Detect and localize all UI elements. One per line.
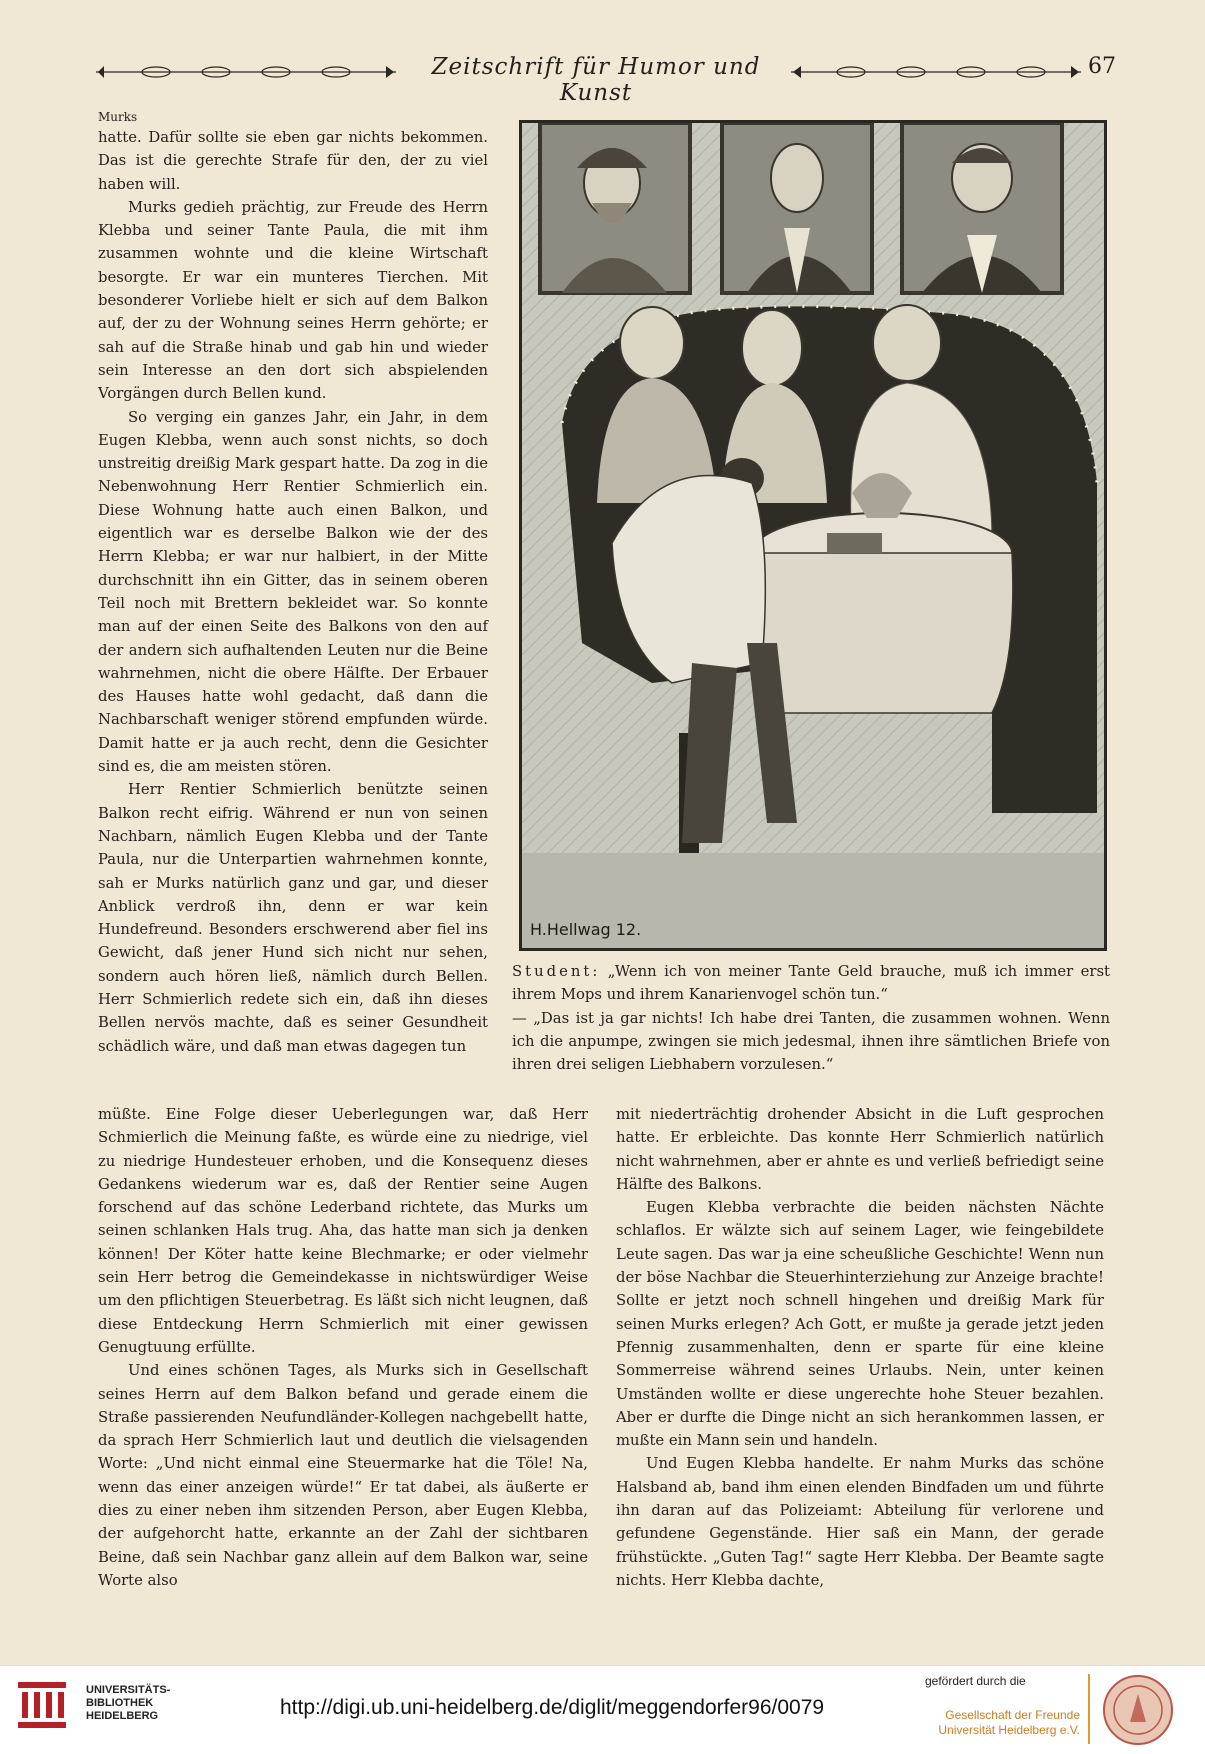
- bottom-left-text-column: [98, 1103, 588, 1592]
- portrait-frame-right: [902, 123, 1062, 293]
- paragraph: Und Eugen Klebba handelte. Er nahm Murks das schöne Halsband ab, band ihm einen elenden Bindfaden um und führte ihn daran auf das Polizeiamt: Abteilung für verlorene und gefundene Gegenstände. Hier saß ein Mann, der gerade frühstückte. „Guten Tag!“ sagte Herr Klebba. Der Beamte sagte nichts. Herr Klebba dachte,: [616, 1455, 1104, 1589]
- artist-signature: H.Hellwag 12.: [530, 920, 642, 939]
- caption-speaker: Student:: [512, 963, 601, 980]
- library-name: UNIVERSITÄTS- BIBLIOTHEK HEIDELBERG: [86, 1684, 171, 1722]
- page-number: 67: [1088, 54, 1116, 79]
- university-seal-icon: [1102, 1674, 1174, 1746]
- paragraph: Eugen Klebba verbrachte die beiden nächsten Nächte schlaflos. Er wälzte sich auf seinem Lager, wie feingebildete Leute sagen. Das war ja eine scheußliche Geschichte! Wenn nun der böse Nachbar die Steuerhinterziehung zur Anzeige brachte! Sollte er jetzt noch schnell hingehen und dreißig Mark für seinen Murks erlegen? Ach Gott, er mußte ja gerade jetzt jeden Pfennig zusammenhalten, denn er sparte für eine kleine Sommerreise während seines Urlaubs. Nein, unter keinen Umständen wollte er diese ungerechte hohe Steuer bezahlen. Aber er durfte die Dinge nicht an sich herankommen lassen, er mußte ein Mann sein und handeln.: [616, 1199, 1104, 1450]
- digitization-footer: [0, 1665, 1205, 1754]
- illustration-drawing: [522, 123, 1104, 948]
- running-head: Murks: [98, 110, 138, 124]
- page-header: [96, 52, 1116, 106]
- university-library-logo-icon: [12, 1674, 74, 1736]
- portrait-frame-left: [540, 123, 690, 293]
- header-ornament-right: [791, 62, 1081, 82]
- journal-title: Zeitschrift für Humor und Kunst: [431, 54, 761, 106]
- sponsor-name: Gesellschaft der Freunde Universität Heidelberg e.V.: [938, 1708, 1080, 1737]
- paragraph: Herr Rentier Schmierlich benützte seinen Balkon recht eifrig. Während er nun von seinen Nachbarn, nämlich Eugen Klebba und der Tante Paula, nur die Unterpartien wahrnehmen konnte, sah er Murks natürlich ganz und gar, und dieser Anblick verdroß ihn, denn er war kein Hundefreund. Besonders erschwerend aber fiel ins Gewicht, daß jener Hund sich nicht nur sehen, sondern auch hören ließ, nämlich durch Bellen. Herr Schmierlich redete sich ein, daß ihn dieses Bellen nervös machte, daß es seiner Gesundheit schädlich wäre, und daß man etwas dagegen tun: [98, 781, 488, 1055]
- bottom-right-text-column: [616, 1103, 1104, 1592]
- permalink-url[interactable]: http://digi.ub.uni-heidelberg.de/diglit/meggendorfer96/0079: [280, 1696, 825, 1719]
- header-ornament-left: [96, 62, 396, 82]
- caption-line-2: — „Das ist ja gar nichts! Ich habe drei Tanten, die zusammen wohnen. Wenn ich die anpumpe, zwingen sie mich jedesmal, ihnen ihre sämtlichen Briefe von ihren drei seligen Liebhabern vorzulesen.“: [512, 1009, 1110, 1074]
- paragraph: hatte. Dafür sollte sie eben gar nichts bekommen. Das ist die gerechte Strafe für den, der zu viel haben will.: [98, 129, 488, 193]
- paragraph: So verging ein ganzes Jahr, ein Jahr, in dem Eugen Klebba, wenn auch sonst nichts, so doch unstreitig dreißig Mark gespart hatte. Da zog in die Nebenwohnung Herr Rentier Schmierlich ein. Diese Wohnung hatte auch einen Balkon, und eigentlich war es derselbe Balkon wie der des Herrn Klebba; er war nur halbiert, in der Mitte durchschnitt ihn ein Gitter, das in seinem oberen Teil noch mit Brettern bekleidet war. So konnte man auf der einen Seite des Balkons von den auf der andern sich aufhaltenden Leuten nur die Beine wahrnehmen, nicht die obere Hälfte. Der Erbauer des Hauses hatte wohl gedacht, daß dann die Nachbarschaft weniger störend empfunden würde. Damit hatte er ja auch recht, denn die Gesichter sind es, die am meisten stören.: [98, 408, 489, 776]
- sponsor-label: gefördert durch die: [925, 1674, 1026, 1688]
- paragraph: müßte. Eine Folge dieser Ueberlegungen war, daß Herr Schmierlich die Meinung faßte, es würde eine zu niedrige, viel zu niedrige Hundesteuer erhoben, und die Konsequenz dieses Gedankens wiederum war es, daß der Rentier seine Augen forschend auf das schöne Lederband richtete, das Murks um seinen schlanken Hals trug. Aha, das hatte man sich ja denken können! Der Köter hatte keine Blechmarke; er oder vielmehr sein Herr betrog die Gemeindekasse in nichtswürdiger Weise um den pflichtigen Steuerbetrag. Es läßt sich nicht leugnen, daß diese Entdeckung Herrn Schmierlich mit einer gewissen Genugtuung erfüllte.: [98, 1106, 588, 1356]
- caption-student-quote: „Wenn ich von meiner Tante Geld brauche, muß ich immer erst ihrem Mops und ihrem Kanarienvogel schön tun.“: [512, 963, 1110, 1004]
- illustration-caption: [512, 960, 1110, 1076]
- paragraph: Und eines schönen Tages, als Murks sich in Gesellschaft seines Herrn auf dem Balkon befand und gerade einem die Straße passierenden Neufundländer-Kollegen nachgebellt hatte, da sprach Herr Schmierlich laut und deutlich die vielsagenden Worte: „Und nicht einmal eine Steuermarke hat die Töle! Na, wenn das einer anzeigen würde!“ Er tat dabei, als äußerte er dies zu einer neben ihm sitzenden Person, aber Eugen Klebba, der aufgehorcht hatte, erkannte an der Zahl der sichtbaren Beine, daß sein Nachbar ganz allein auf dem Balkon war, seine Worte also: [98, 1362, 588, 1589]
- illustration: [519, 120, 1107, 951]
- caption-line-1: [512, 960, 1110, 1007]
- portrait-frame-middle: [722, 123, 872, 293]
- sponsor-divider: [1088, 1674, 1090, 1744]
- left-text-column: [98, 126, 488, 1058]
- paragraph: Murks gedieh prächtig, zur Freude des Herrn Klebba und seiner Tante Paula, die mit ihm zusammen wohnte und die kleine Wirtschaft besorgte. Er war ein munteres Tierchen. Mit besonderer Vorliebe hielt er sich auf dem Balkon auf, der zu der Wohnung seines Herrn gehörte; er sah auf die Straße hinab und gab hin und wieder sein Interesse an den dort sich abspielenden Vorgängen durch Bellen kund.: [98, 198, 488, 403]
- paragraph: mit niederträchtig drohender Absicht in die Luft gesprochen hatte. Er erbleichte. Das konnte Herr Schmierlich natürlich nicht wahrnehmen, aber er ahnte es und verließ befriedigt seine Hälfte des Balkons.: [616, 1106, 1104, 1193]
